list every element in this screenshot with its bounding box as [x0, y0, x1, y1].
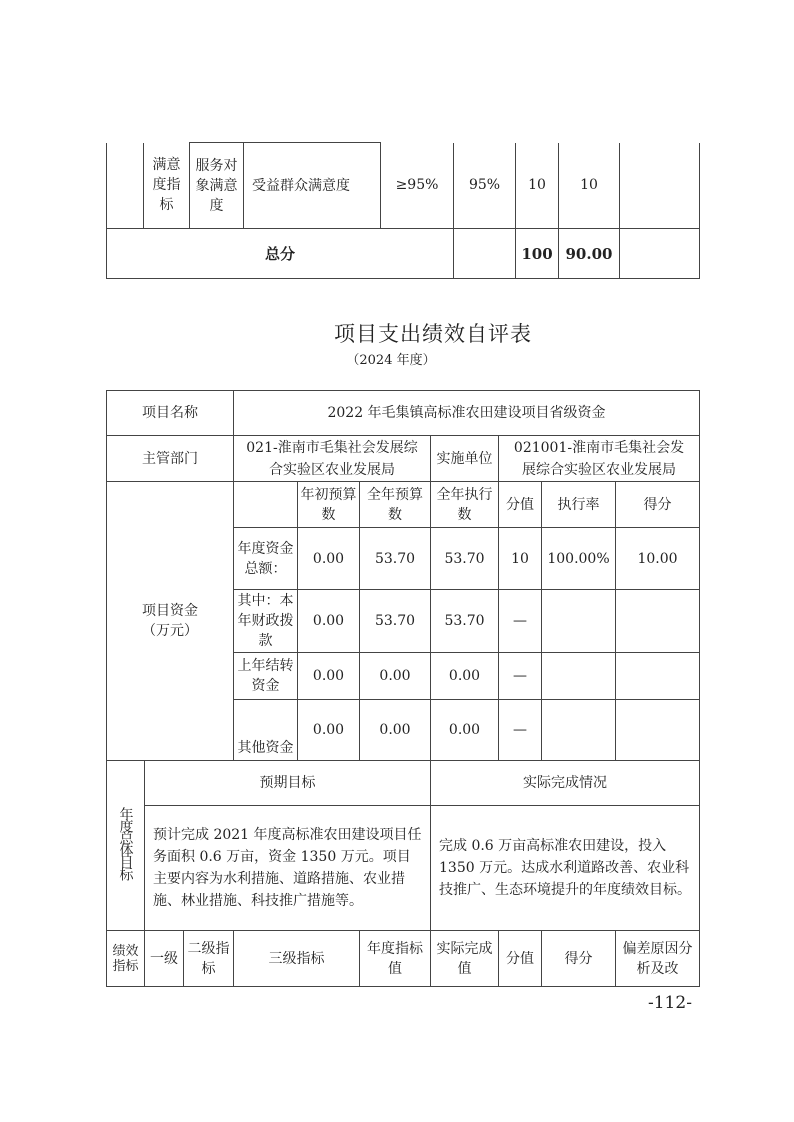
funds-header: 得分: [616, 482, 700, 528]
funds-rate: 100.00%: [542, 528, 616, 590]
funds-header: [234, 482, 298, 528]
funds-row-label: 其中：本年财政拨款: [234, 590, 298, 653]
total-label: 总分: [107, 229, 454, 279]
funds-initial: 0.00: [298, 590, 360, 653]
total-deviation: [620, 229, 700, 279]
funds-score: [616, 700, 700, 761]
weight-cell: 10: [516, 143, 559, 229]
impl-label: 实施单位: [431, 436, 499, 482]
expected-text: 预计完成 2021 年度高标准农田建设项目任务面积 0.6 万亩，资金 1350 万元。项目主要内容为水利措施、道路措施、农业措施、林业措施、科技推广措施等。: [145, 806, 431, 931]
funds-initial: 0.00: [298, 700, 360, 761]
funds-annual: 0.00: [360, 700, 431, 761]
perf-deviation: 偏差原因分析及改: [616, 931, 700, 987]
funds-score: 10.00: [616, 528, 700, 590]
funds-rate: [542, 590, 616, 653]
total-weight: 100: [516, 229, 559, 279]
score-cell: 10: [559, 143, 620, 229]
actual-text: 完成 0.6 万亩高标准农田建设，投入 1350 万元。达成水利道路改善、农业科技推广、生态环境提升的年度绩效目标。: [431, 806, 700, 931]
dept-label: 主管部门: [107, 436, 234, 482]
perf-actual: 实际完成值: [431, 931, 499, 987]
funds-header: 全年预算数: [360, 482, 431, 528]
satisfaction-row: [107, 143, 700, 229]
form-subtitle: （2024 年度）: [346, 353, 436, 368]
goals-content-row: [107, 806, 700, 931]
funds-row-label: 上年结转资金: [234, 653, 298, 700]
perf-score: 得分: [542, 931, 616, 987]
funds-executed: 53.70: [431, 590, 499, 653]
department-row: [107, 436, 700, 482]
funds-header: 全年执行数: [431, 482, 499, 528]
funds-annual: 53.70: [360, 590, 431, 653]
form-title: 项目支出绩效自评表: [334, 322, 532, 346]
funds-initial: 0.00: [298, 653, 360, 700]
perf-level3: 三级指标: [234, 931, 360, 987]
target-cell: ≥95%: [381, 143, 454, 229]
funds-header-row: [107, 482, 700, 528]
goals-header-row: [107, 761, 700, 806]
impl-value: 021001-淮南市毛集社会发展综合实验区农业发展局: [499, 436, 700, 482]
dept-value: 021-淮南市毛集社会发展综合实验区农业发展局: [234, 436, 431, 482]
level1-cell: [107, 143, 144, 229]
top-continuation-table: [106, 142, 700, 279]
funds-weight: —: [499, 590, 542, 653]
funds-rate: [542, 653, 616, 700]
deviation-cell: [620, 143, 700, 229]
level2-cell: 满意度指标: [144, 143, 190, 229]
page-number: -112-: [648, 993, 692, 1013]
project-name-value: 2022 年毛集镇高标准农田建设项目省级资金: [234, 391, 700, 436]
funds-executed: 0.00: [431, 653, 499, 700]
funds-weight: —: [499, 653, 542, 700]
project-name-row: [107, 391, 700, 436]
project-name-label: 项目名称: [107, 391, 234, 436]
perf-header-level1: [145, 931, 234, 987]
perf-level2: 二级指标: [187, 940, 230, 977]
total-row: [107, 229, 700, 279]
actual-cell: 95%: [454, 143, 516, 229]
performance-self-evaluation-table: [106, 390, 700, 987]
funds-rate: [542, 700, 616, 761]
funds-header: 执行率: [542, 482, 616, 528]
perf-annual-target: 年度指标值: [360, 931, 431, 987]
funds-executed: 0.00: [431, 700, 499, 761]
funds-annual: 53.70: [360, 528, 431, 590]
expected-label: 预期目标: [145, 761, 431, 806]
funds-label: 项目资金（万元）: [107, 482, 234, 761]
funds-header: 分值: [499, 482, 542, 528]
funds-executed: 53.70: [431, 528, 499, 590]
perf-header-row: [107, 931, 700, 987]
perf-weight: 分值: [499, 931, 542, 987]
perf-label-text: 绩效指标: [112, 943, 139, 974]
total-score: 90.00: [559, 229, 620, 279]
indicator-cell: 受益群众满意度: [244, 143, 381, 229]
funds-score: [616, 653, 700, 700]
perf-label: [107, 931, 145, 987]
funds-weight: —: [499, 700, 542, 761]
perf-level1: 一级: [145, 931, 184, 986]
actual-label: 实际完成情况: [431, 761, 700, 806]
goals-label-text: 年度总体目标: [117, 806, 134, 879]
funds-row-label: 其他资金: [234, 700, 298, 761]
funds-weight: 10: [499, 528, 542, 590]
funds-score: [616, 590, 700, 653]
level3-category-cell: 服务对象满意度: [190, 143, 244, 229]
goals-label: [107, 761, 145, 931]
funds-initial: 0.00: [298, 528, 360, 590]
funds-row-label: 年度资金总额：: [234, 528, 298, 590]
total-actual: [454, 229, 516, 279]
funds-annual: 0.00: [360, 653, 431, 700]
funds-header: 年初预算数: [298, 482, 360, 528]
